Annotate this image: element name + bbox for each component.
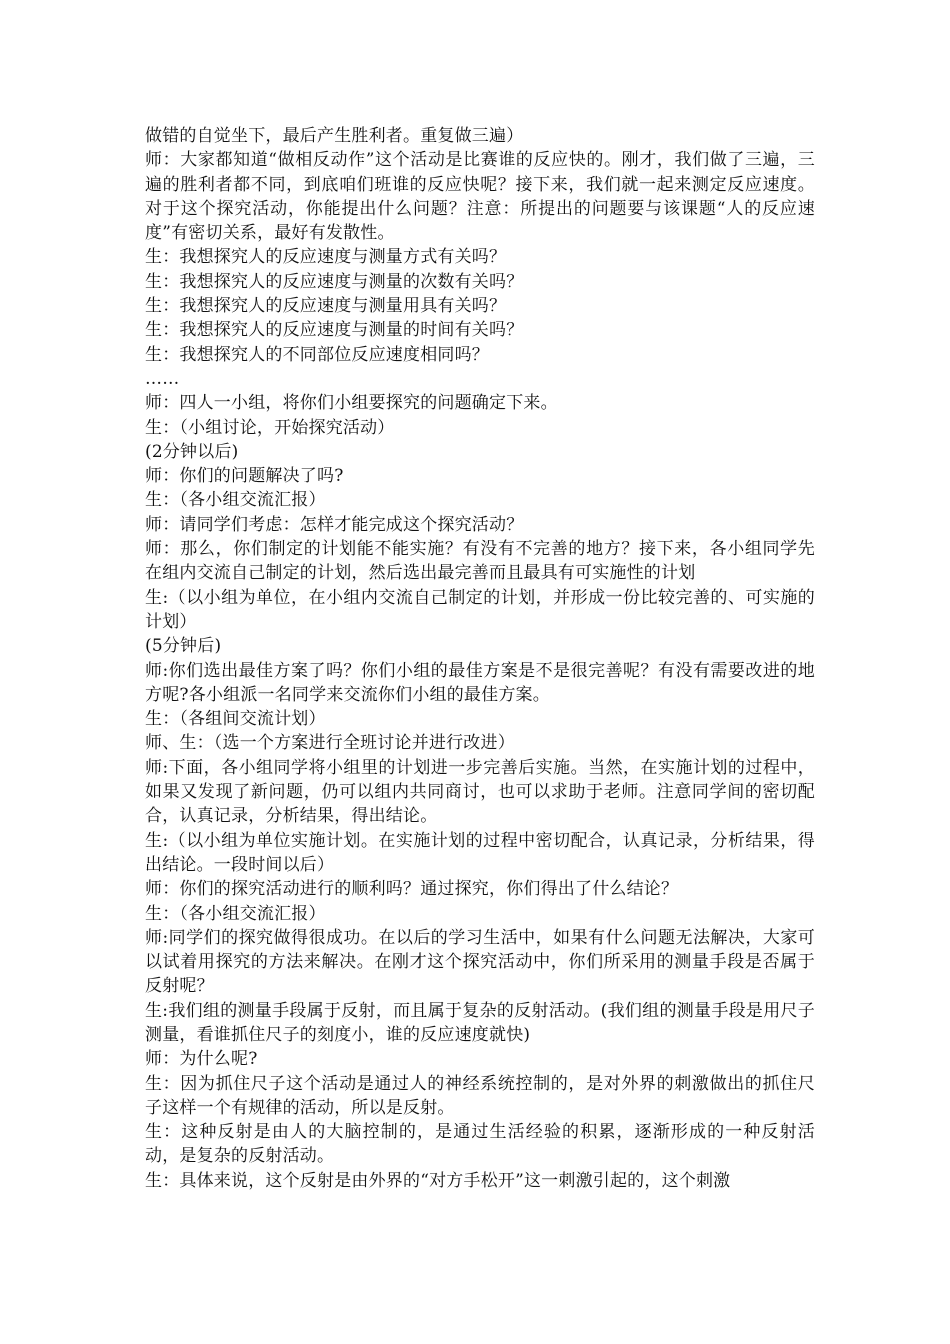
paragraph: 生：（各组间交流计划） xyxy=(145,709,326,730)
paragraph: 生：我想探究人的反应速度与测量用具有关吗？ xyxy=(145,296,507,317)
paragraph: 生：因为抓住尺子这个活动是通过人的神经系统控制的，是对外界的刺激做出的抓住尺子这样一个有规律的活动，所以是反射。 xyxy=(145,1073,815,1118)
paragraph: 生:（以小组为单位实施计划。在实施计划的过程中密切配合，认真记录，分析结果，得出结论。一段时间以后） xyxy=(145,830,815,875)
paragraph: 生：这种反射是由人的大脑控制的，是通过生活经验的积累，逐渐形成的一种反射活动，是复杂的反射活动。 xyxy=(145,1122,815,1167)
paragraph: 师：为什么呢? xyxy=(145,1049,258,1070)
paragraph: 生：我想探究人的反应速度与测量方式有关吗？ xyxy=(145,247,507,268)
paragraph: (5分钟后) xyxy=(145,636,222,657)
paragraph: 师：你们的探究活动进行的顺利吗？通过探究，你们得出了什么结论？ xyxy=(145,879,679,900)
paragraph: 师：大家都知道“做相反动作”这个活动是比赛谁的反应快的。刚才，我们做了三遍，三遍的胜利者都不同，到底咱们班谁的反应快呢？接下来，我们就一起来测定反应速度。对于这个探究活动，你能提出什么问题？注意：所提出的问题要与该课题“人的反应速度”有密切关系，最好有发散性。 xyxy=(145,150,815,244)
paragraph: 师：请同学们考虑：怎样才能完成这个探究活动？ xyxy=(145,514,524,535)
paragraph: 生：（各小组交流汇报） xyxy=(145,490,326,511)
paragraph: 生：（各小组交流汇报） xyxy=(145,903,326,924)
paragraph: 生:（以小组为单位，在小组内交流自己制定的计划，并形成一份比较完善的、可实施的计划） xyxy=(145,587,815,632)
paragraph: 师：四人一小组，将你们小组要探究的问题确定下来。 xyxy=(145,393,558,414)
paragraph: 师、生：（选一个方案进行全班讨论并进行改进） xyxy=(145,733,515,754)
paragraph: 生：我想探究人的反应速度与测量的次数有关吗？ xyxy=(145,271,524,292)
paragraph: 师：你们的问题解决了吗? xyxy=(145,466,344,487)
paragraph: 做错的自觉坐下，最后产生胜利者。重复做三遍） xyxy=(145,126,524,146)
paragraph: 生：（小组讨论，开始探究活动） xyxy=(145,417,395,438)
paragraph: 师：那么，你们制定的计划能不能实施？有没有不完善的地方？接下来，各小组同学先在组内交流自己制定的计划，然后选出最完善而且最具有可实施性的计划 xyxy=(145,539,815,584)
lesson-transcript xyxy=(145,124,815,1193)
paragraph: (2分钟以后) xyxy=(145,441,239,462)
paragraph: 师:你们选出最佳方案了吗？你们小组的最佳方案是不是很完善呢？有没有需要改进的地方呢?各小组派一名同学来交流你们小组的最佳方案。 xyxy=(145,660,815,705)
paragraph: 生：我想探究人的不同部位反应速度相同吗？ xyxy=(145,344,489,365)
paragraph: 生:我们组的测量手段属于反射，而且属于复杂的反射活动。(我们组的测量手段是用尺子测量，看谁抓住尺子的刻度小，谁的反应速度就快) xyxy=(145,1000,815,1045)
paragraph: 师:下面，各小组同学将小组里的计划进一步完善后实施。当然，在实施计划的过程中，如果又发现了新问题，仍可以组内共同商讨，也可以求助于老师。注意同学间的密切配合，认真记录，分析结果，得出结论。 xyxy=(145,757,815,827)
paragraph: 生：我想探究人的反应速度与测量的时间有关吗？ xyxy=(145,320,524,341)
ellipsis-line: …… xyxy=(145,368,180,389)
paragraph: 师:同学们的探究做得很成功。在以后的学习生活中，如果有什么问题无法解决，大家可以试着用探究的方法来解决。在刚才这个探究活动中，你们所采用的测量手段是否属于反射呢？ xyxy=(145,927,815,997)
paragraph: 生：具体来说，这个反射是由外界的“对方手松开”这一刺激引起的，这个刺激 xyxy=(145,1170,731,1191)
